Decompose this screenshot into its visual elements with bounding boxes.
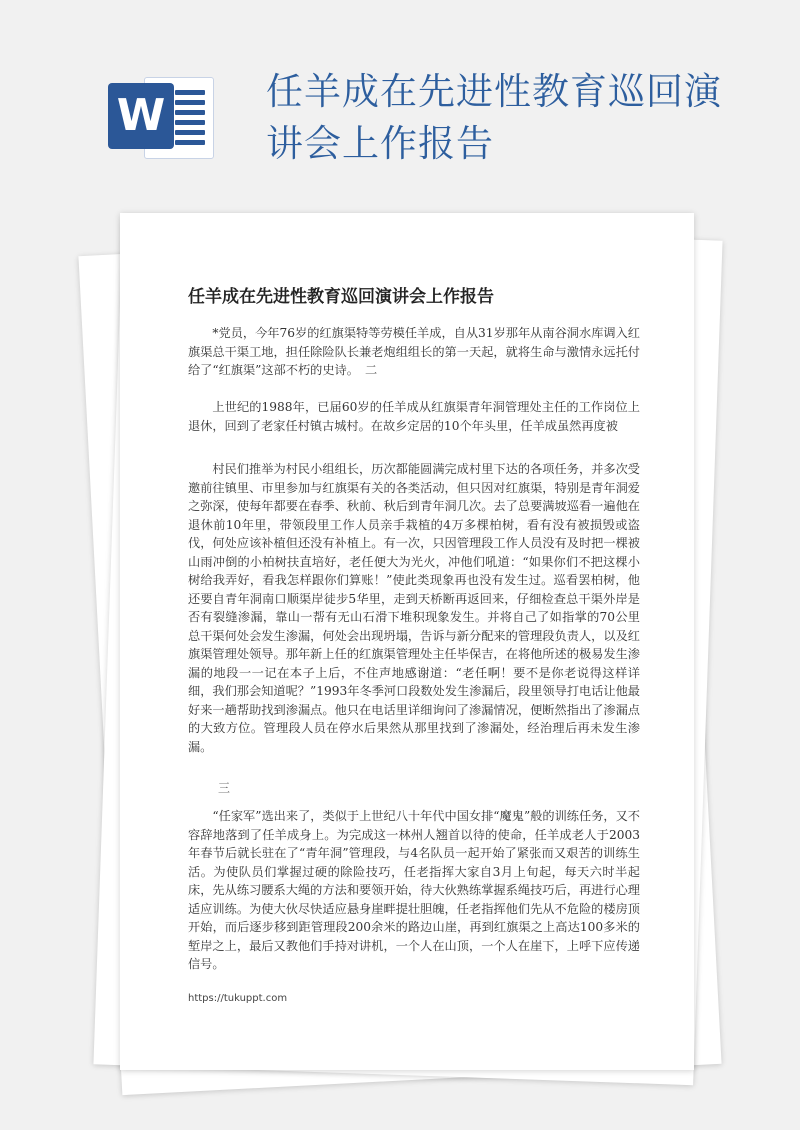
word-badge: W <box>108 83 174 149</box>
document-title: 任羊成在先进性教育巡回演讲会上作报告 <box>188 287 494 307</box>
footer-url[interactable]: https://tukuppt.com <box>188 993 288 1004</box>
paragraph-3: 村民们推举为村民小组组长，历次都能圆满完成村里下达的各项任务，并多次受邀前往镇里、市里参加与红旗渠有关的各类活动，但只因对红旗渠，特别是青年洞爱之弥深，使每年都要在春季、秋前、秋后到青年洞几次。去了总要满坡巡看一遍他在退休前10年里，带领段里工作人员亲手栽植的4万多棵柏树，看有没有被损毁或盗伐，何处应该补植但还没有补植上。有一次，只因管理段工作人员没有及时把一棵被山雨冲倒的小柏树扶直培好，老任便大为光火，冲他们吼道：“如果你们不把这棵小树给我弄好，看我怎样跟你们算账！”使此类现象再也没有发生过。巡看罢柏树，他还要自青年洞南口顺渠岸徒步5华里，走到天桥断再返回来，仔细检查总干渠外岸是否有裂缝渗漏，靠山一帮有无山石滑下堆积现象发生。并将自己了如指掌的70公里总干渠何处会发生渗漏，何处会出现坍塌，告诉与新分配来的管理段负责人，以及红旗渠管理处领导。那年新上任的红旗渠管理处主任毕保吉，在将他所述的极易发生渗漏的地段一一记在本子上后，不住声地感谢道：“老任啊！要不是你老说得这样详细，我们那会知道呢？”1993年冬季河口段数处发生渗漏后，段里领导打电话让他最好来一趟帮助找到渗漏点。他只在电话里详细询问了渗漏情况，便断然指出了渗漏点的大致方位。管理段人员在停水后果然从那里找到了渗漏处，经治理后再未发生渗漏。 <box>188 462 640 754</box>
paragraph-2: 上世纪的1988年，已届60岁的任羊成从红旗渠青年洞管理处主任的工作岗位上退休，回到了老家任村镇古城村。在故乡定居的10个年头里，任羊成虽然再度被 <box>188 400 640 433</box>
paragraph-4: “任家军”选出来了，类似于上世纪八十年代中国女排“魔鬼”般的训练任务，又不容辞地落到了任羊成身上。为完成这一林州人翘首以待的使命，任羊成老人于2003年春节后就长驻在了“青年洞”管理段，与4名队员一起开始了紧张而又艰苦的训练生活。为使队员们掌握过硬的除险技巧，任老指挥大家自3月上旬起，每天六时半起床，先从练习腰系大绳的方法和要领开始，待大伙熟练掌握系绳技巧后，再进行心理适应训练。为使大伙尽快适应悬身崖畔提壮胆魄，任老指挥他们先从不危险的楼房顶开始，而后逐步移到距管理段200余米的路边山崖，再到红旗渠之上高达100多米的堑岸之上，最后又教他们手持对讲机，一个人在山顶，一个人在崖下，上呼下应传递信号。 <box>188 809 640 971</box>
header-title: 任羊成在先进性教育巡回演讲会上作报告 <box>266 70 722 165</box>
word-document-icon <box>108 73 212 161</box>
section-marker: 三 <box>218 781 231 795</box>
paragraph-1: *党员，今年76岁的红旗渠特等劳模任羊成，自从31岁那年从南谷洞水库调入红旗渠总干渠工地，担任除险队长兼老炮组组长的第一天起，就将生命与激情永远托付给了“红旗渠”这部不朽的史诗。 二 <box>188 326 640 377</box>
